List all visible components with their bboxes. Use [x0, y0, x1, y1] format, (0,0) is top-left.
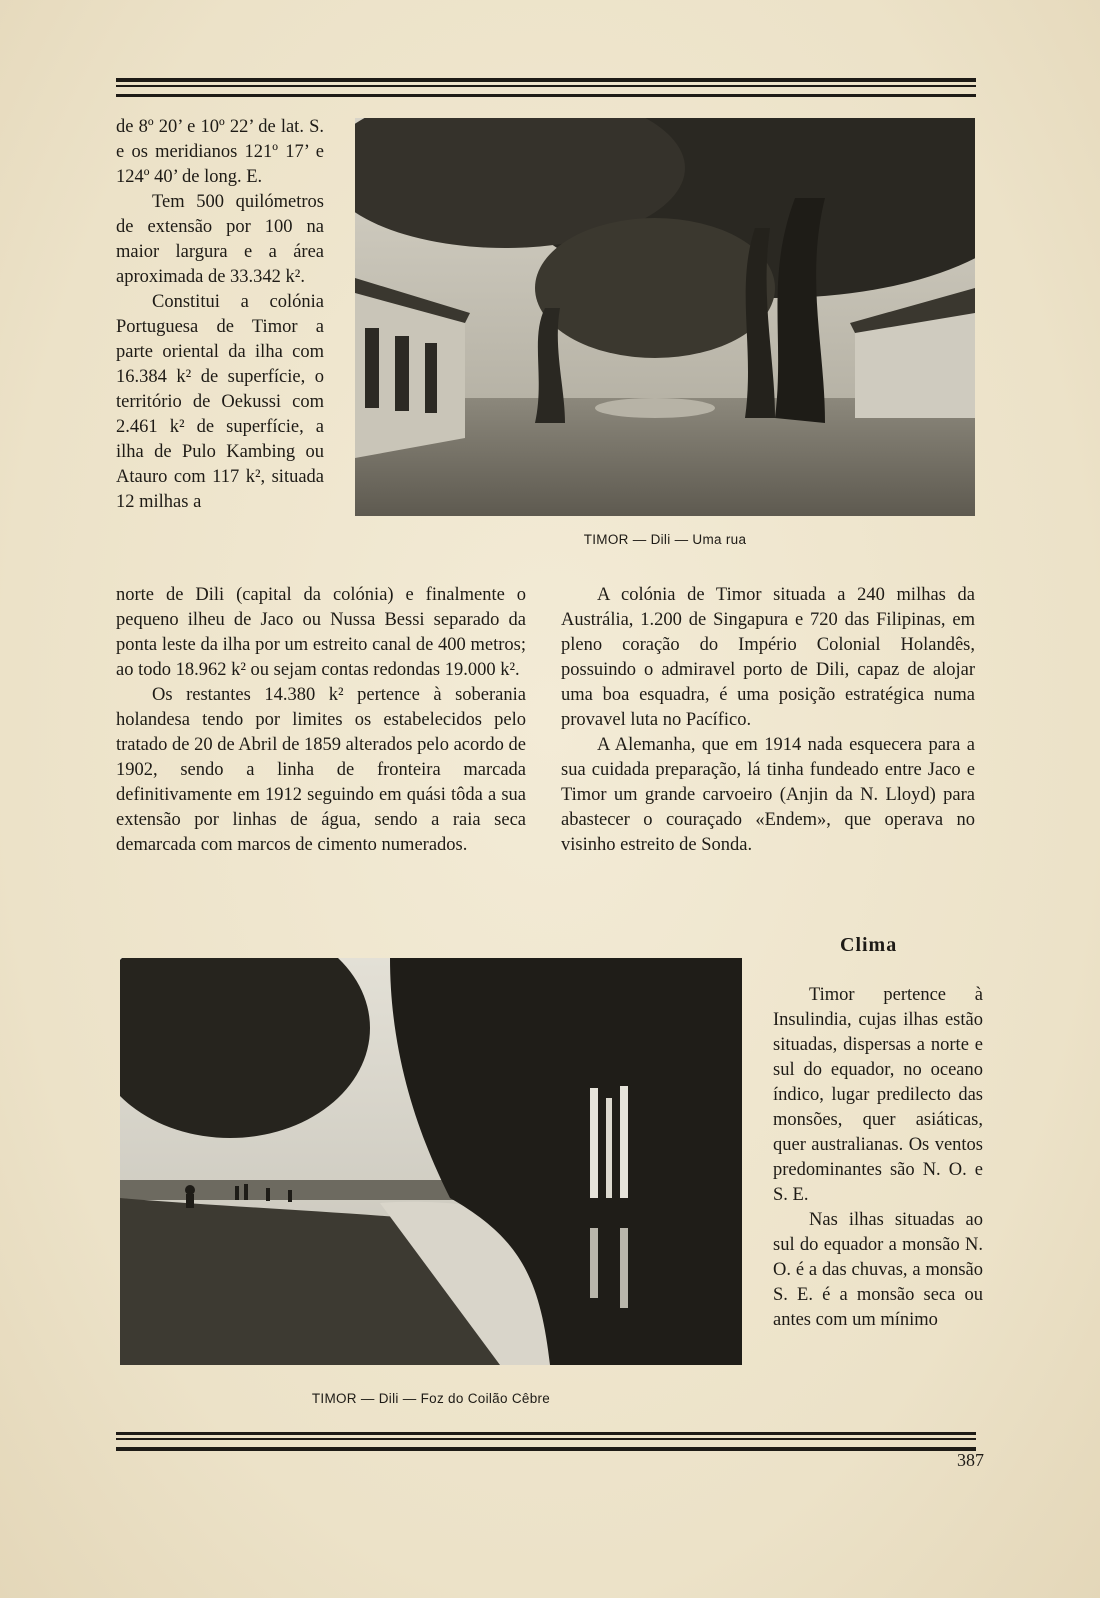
- photo-dili-street: [355, 118, 975, 516]
- top-left-text-column: [116, 115, 324, 515]
- paragraph-extension: Tem 500 quilómetros de extensão por 100 na maior largura e a área aproximada de 33.342 k².: [116, 192, 324, 287]
- top-double-rule: [116, 78, 976, 97]
- paragraph-monsoons: Nas ilhas situadas ao sul do equador a monsão N. O. é a das chuvas, a monsão S. E. é a monsão seca ou antes com um mínimo: [773, 1210, 983, 1330]
- photo-river-mouth-caption: TIMOR — Dili — Foz do Coilão Cêbre: [311, 1391, 551, 1406]
- photo-river-mouth: [120, 958, 742, 1365]
- paragraph-germany: A Alemanha, que em 1914 nada esquecera para a sua cuidada preparação, lá tinha fundeado entre Jaco e Timor um grande carvoeiro (Anjin da N. Lloyd) para abastecer o couraçado «Endem», que operava no visinho estreito de Sonda.: [561, 735, 975, 855]
- paragraph-dili: norte de Dili (capital da colónia) e finalmente o pequeno ilheu de Jaco ou Nussa Bessi separado da ponta leste da ilha por um estreito canal de 400 metros; ao todo 18.962 k² ou sejam contas redondas 19.000 k².: [116, 585, 526, 680]
- page-number: 387: [957, 1450, 984, 1470]
- section-heading-clima: Clima: [840, 934, 898, 956]
- photo-dili-street-caption: TIMOR — Dili — Uma rua: [583, 532, 747, 547]
- clima-text-column: [773, 983, 983, 1333]
- bottom-double-rule: [116, 1432, 976, 1451]
- paragraph-dutch-sovereignty: Os restantes 14.380 k² pertence à soberania holandesa tendo por limites os estabelecidos pelo tratado de 20 de Abril de 1859 alterados pelo acordo de 1902, sendo a linha de fronteira marcada definitivamente em 1912 seguindo em quási tôda a sua extensão por linhas de água, sendo a raia seca demarcada com marcos de cimento numerados.: [116, 685, 526, 855]
- paragraph-insulindia: Timor pertence à Insulindia, cujas ilhas estão situadas, dispersas a norte e sul do equador, no oceano índico, lugar predilecto das monsões, quer asiáticas, quer australianas. Os ventos predominantes são N. O. e S. E.: [773, 985, 983, 1205]
- left-text-column: [116, 583, 526, 858]
- paragraph-strategic-position: A colónia de Timor situada a 240 milhas da Austrália, 1.200 de Singapura e 720 das Filipinas, em pleno coração do Império Colonial Holandês, possuindo o admiravel porto de Dili, capaz de alojar uma boa esquadra, é uma posição estratégica numa provavel luta no Pacífico.: [561, 585, 975, 730]
- paragraph-colony: Constitui a colónia Portuguesa de Timor a parte oriental da ilha com 16.384 k² de superfície, o território de Oekussi com 2.461 k² de superfície, a ilha de Pulo Kambing ou Atauro com 117 k², situada 12 milhas a: [116, 292, 324, 512]
- paragraph-coordinates: de 8º 20’ e 10º 22’ de lat. S. e os meridianos 121º 17’ e 124º 40’ de long. E.: [116, 117, 324, 187]
- right-text-column: [561, 583, 975, 858]
